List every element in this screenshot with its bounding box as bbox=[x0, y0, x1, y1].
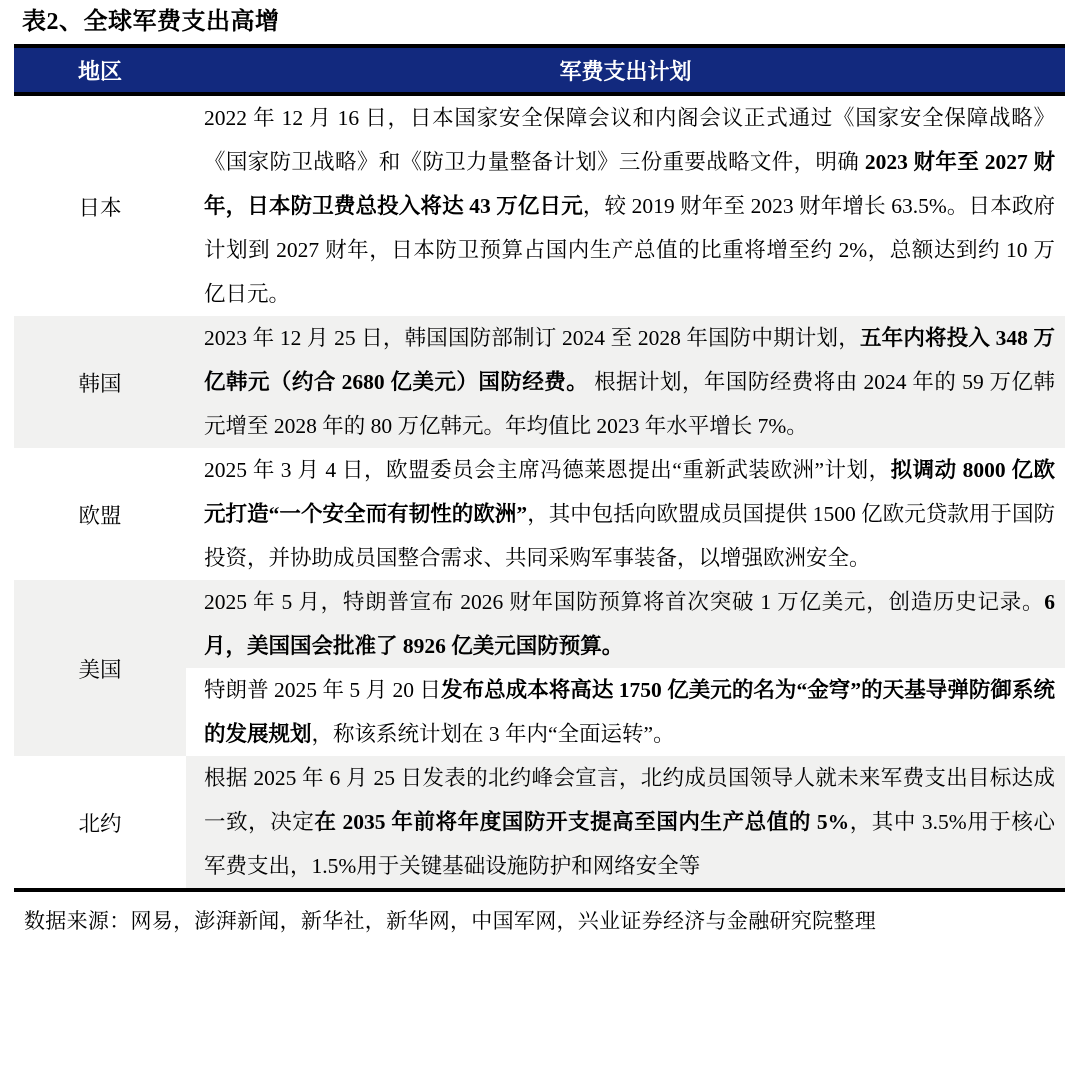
plan-paragraph bbox=[186, 756, 1065, 888]
report-table bbox=[14, 44, 1065, 892]
plan-text-bold: 五年内将投入 348 万亿韩元（约合 2680 亿美元）国防经费。 bbox=[204, 326, 1055, 394]
table-header bbox=[14, 44, 1065, 96]
table-row bbox=[14, 756, 1065, 888]
plan-text-bold: 6 月，美国国会批准了 8926 亿美元国防预算。 bbox=[204, 590, 1055, 658]
table-row bbox=[14, 96, 1065, 316]
region-label: 韩国 bbox=[78, 371, 122, 396]
plan-cell bbox=[186, 316, 1065, 448]
plan-cell bbox=[186, 96, 1065, 316]
region-label: 美国 bbox=[78, 657, 122, 682]
plan-text-bold: 发布总成本将高达 1750 亿美元的名为“金穹”的天基导弹防御系统的发展规划 bbox=[204, 678, 1055, 746]
plan-text: 2025 年 5 月，特朗普宣布 2026 财年国防预算将首次突破 1 万亿美元，创造历史记录。 bbox=[204, 590, 1045, 614]
plan-cell bbox=[186, 756, 1065, 888]
plan-text: ，称该系统计划在 3 年内“全面运转”。 bbox=[311, 722, 675, 746]
region-label: 欧盟 bbox=[78, 503, 122, 528]
table-body bbox=[14, 96, 1065, 892]
table-row bbox=[14, 580, 1065, 756]
plan-text: 特朗普 2025 年 5 月 20 日 bbox=[204, 678, 442, 702]
plan-paragraph bbox=[186, 580, 1065, 668]
plan-text-bold: 拟调动 8000 亿欧元打造“一个安全而有韧性的欧洲” bbox=[204, 458, 1055, 526]
plan-paragraph bbox=[186, 668, 1065, 756]
plan-text: ，其中包括向欧盟成员国提供 1500 亿欧元贷款用于国防投资，并协助成员国整合需求、共同采购军事装备，以增强欧洲安全。 bbox=[204, 502, 1055, 570]
region-cell bbox=[14, 316, 186, 448]
plan-paragraph bbox=[186, 96, 1065, 316]
plan-text-bold: 在 2035 年前将年度国防开支提高至国内生产总值的 5% bbox=[314, 810, 850, 834]
table-row bbox=[14, 448, 1065, 580]
plan-text: 2023 年 12 月 25 日，韩国国防部制订 2024 至 2028 年国防中期计划， bbox=[204, 326, 860, 350]
region-cell bbox=[14, 448, 186, 580]
plan-text-bold: 2023 财年至 2027 财年，日本防卫费总投入将达 43 万亿日元 bbox=[204, 150, 1055, 218]
region-cell bbox=[14, 580, 186, 756]
plan-cell bbox=[186, 448, 1065, 580]
plan-text: ，其中 3.5%用于核心军费支出，1.5%用于关键基础设施防护和网络安全等 bbox=[204, 810, 1055, 878]
plan-text: ，较 2019 财年至 2023 财年增长 63.5%。日本政府计划到 2027 财年，日本防卫预算占国内生产总值的比重将增至约 2%，总额达到约 10 万亿日元。 bbox=[204, 194, 1055, 306]
source-note: 数据来源：网易，澎湃新闻，新华社，新华网，中国军网，兴业证券经济与金融研究院整理 bbox=[24, 909, 876, 933]
plan-paragraph bbox=[186, 448, 1065, 580]
header-region: 地区 bbox=[77, 58, 122, 84]
table-row bbox=[14, 316, 1065, 448]
table-title: 表2、全球军费支出高增 bbox=[22, 9, 280, 35]
region-label: 北约 bbox=[78, 811, 122, 836]
plan-text: 根据计划，年国防经费将由 2024 年的 59 万亿韩元增至 2028 年的 80 万亿韩元。年均值比 2023 年水平增长 7%。 bbox=[204, 370, 1055, 438]
region-label: 日本 bbox=[78, 195, 122, 220]
plan-text: 根据 2025 年 6 月 25 日发表的北约峰会宣言，北约成员国领导人就未来军费支出目标达成一致，决定 bbox=[204, 766, 1055, 834]
plan-text: 2025 年 3 月 4 日，欧盟委员会主席冯德莱恩提出“重新武装欧洲”计划， bbox=[204, 458, 891, 482]
plan-paragraph bbox=[186, 316, 1065, 448]
region-cell bbox=[14, 756, 186, 888]
header-plan: 军费支出计划 bbox=[559, 58, 692, 84]
plan-cell bbox=[186, 580, 1065, 756]
region-cell bbox=[14, 96, 186, 316]
plan-text: 2022 年 12 月 16 日，日本国家安全保障会议和内阁会议正式通过《国家安全保障战略》《国家防卫战略》和《防卫力量整备计划》三份重要战略文件，明确 bbox=[204, 106, 1055, 174]
